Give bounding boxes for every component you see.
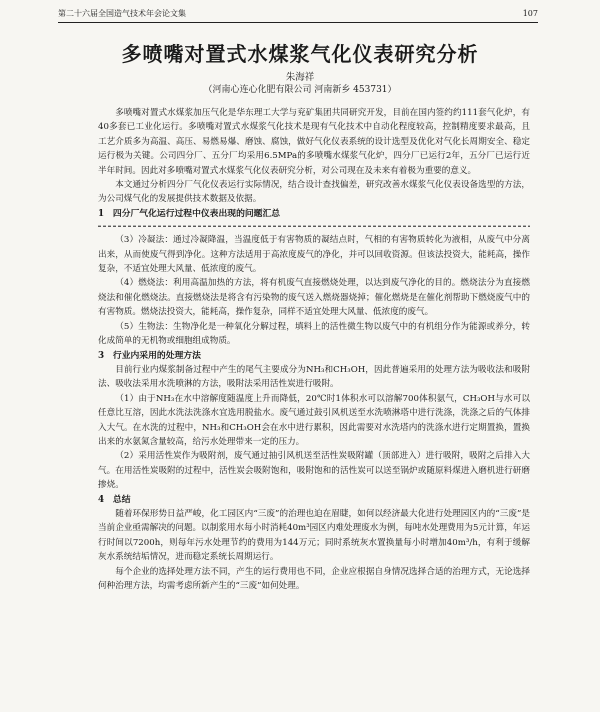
body-paragraph: （1）由于NH₃在水中溶解度随温度上升而降低，20℃时1体积水可以溶解700体积氨气，CH₃OH与水可以任意比互溶，因此水洗法洗涤水宜选用脱盐水。废气通过鼓引风机送至水洗喷淋塔中进行洗涤，洗涤之后的气体排入大气。在水洗的过程中，NH₃和CH₃OH会在水中进行累积，因此需要对水洗塔内的洗涤水进行定期置换，置换出来的水氨氮含量较高，给污水处理带来一定的压力。	[98, 393, 530, 447]
intro-paragraph: 本文通过分析四分厂气化仪表运行实际情况，结合设计查找偏差，研究改善水煤浆气化仪表设备选型的方法，为公司煤气化的发展提供技术数据及依据。	[98, 180, 530, 205]
running-header	[58, 6, 538, 23]
section-divider	[98, 223, 530, 229]
body-paragraph: 目前行业内煤浆制备过程中产生的尾气主要成分为NH₃和CH₃OH，因此普遍采用的处理方法为吸收法和吸附法、吸收法采用水洗喷淋的方法，吸附法采用活性炭进行吸附。	[98, 364, 530, 390]
section-heading: 1 四分厂气化运行过程中仪表出现的问题汇总	[98, 208, 281, 219]
page-number: 107	[522, 9, 538, 18]
body-paragraph: （5）生物法：生物净化是一种氧化分解过程，填料上的活性微生物以废气中的有机组分作为能源或养分，转化成简单的无机物或细胞组成物质。	[98, 321, 530, 347]
body-paragraph: 随着环保形势日益严峻，化工园区内“三废”的治理也迫在眉睫，如何以经济最大化进行处理园区内的“三废”是当前企业亟需解决的问题。以制浆用水每小时消耗40m³园区内难处理废水为例，每吨水处理费用为5元计算，年运行时间以7200h，则每年污水处理节约的费用为144万元；同时系统灰水置换量每小时增加40m³/h，有利于缓解灰水系统结垢情况，进而稳定系统长周期运行。	[98, 508, 530, 563]
body-paragraph: （4）燃烧法：利用高温加热的方法，将有机废气直接燃烧处理，以达到废气净化的目的。燃烧法分为直接燃烧法和催化燃烧法。直接燃烧法是将含有污染物的废气送入燃烧器烧掉；催化燃烧是在催化剂帮助下燃烧废气中的有害物质。燃烧法投资大，能耗高，操作复杂，同样不适宜处理大风量、低浓度的废气。	[98, 278, 530, 318]
author-affiliation: （河南心连心化肥有限公司 河南新乡 453731）	[203, 85, 397, 95]
body-paragraph: 每个企业的选择处理方法不同，产生的运行费用也不同，企业应根据自身情况选择合适的治理方式，无论选择何种治理方法，均需考虑所新产生的“三废”如何处理。	[98, 566, 530, 591]
section-heading: 4 总结	[98, 494, 131, 505]
body-paragraph: （3）冷凝法：通过冷凝降温，当温度低于有害物质的凝结点时，气相的有害物质转化为液相，从废气中分离出来，从而使废气得到净化。这种方法适用于高浓度废气的净化，并可以回收资源。但该法投资大，能耗高，操作复杂，不适宜处理大风量、低浓度的废气。	[98, 235, 530, 275]
body-paragraph: （2）采用活性炭作为吸附剂，废气通过抽引风机送至活性炭吸附罐（顶部进入）进行吸附，吸附之后排入大气。在用活性炭吸附的过程中，活性炭会吸附饱和，吸附饱和的活性炭可以送至锅炉或随原料煤进入磨机进行研磨掺烧。	[98, 451, 530, 491]
intro-paragraph: 多喷嘴对置式水煤浆加压气化是华东理工大学与兖矿集团共同研究开发，目前在国内签约约111套气化炉，有40多套已工业化运行。多喷嘴对置式水煤浆气化技术是现有气化技术中自动化程度较高，控制精度要求最高，且工艺介质多为高温、高压、易燃易爆、磨蚀、腐蚀，做好气化仪表系统的设计选型及优化对气化长周期安全、稳定运行极为关键。公司四分厂、五分厂均采用6.5MPa的多喷嘴水煤浆气化炉，四分厂已运行2年，五分厂已运行近半年时间。因此对多喷嘴对置式水煤浆气化仪表研究分析，对公司现在及未来有着极为重要的意义。	[98, 108, 530, 176]
conference-name: 第二十六届全国造气技术年会论文集	[58, 9, 186, 18]
paper-title: 多喷嘴对置式水煤浆气化仪表研究分析	[121, 42, 479, 66]
author-name: 朱海祥	[285, 72, 315, 83]
paper-body	[98, 106, 530, 593]
section-heading: 3 行业内采用的处理方法	[98, 350, 201, 361]
